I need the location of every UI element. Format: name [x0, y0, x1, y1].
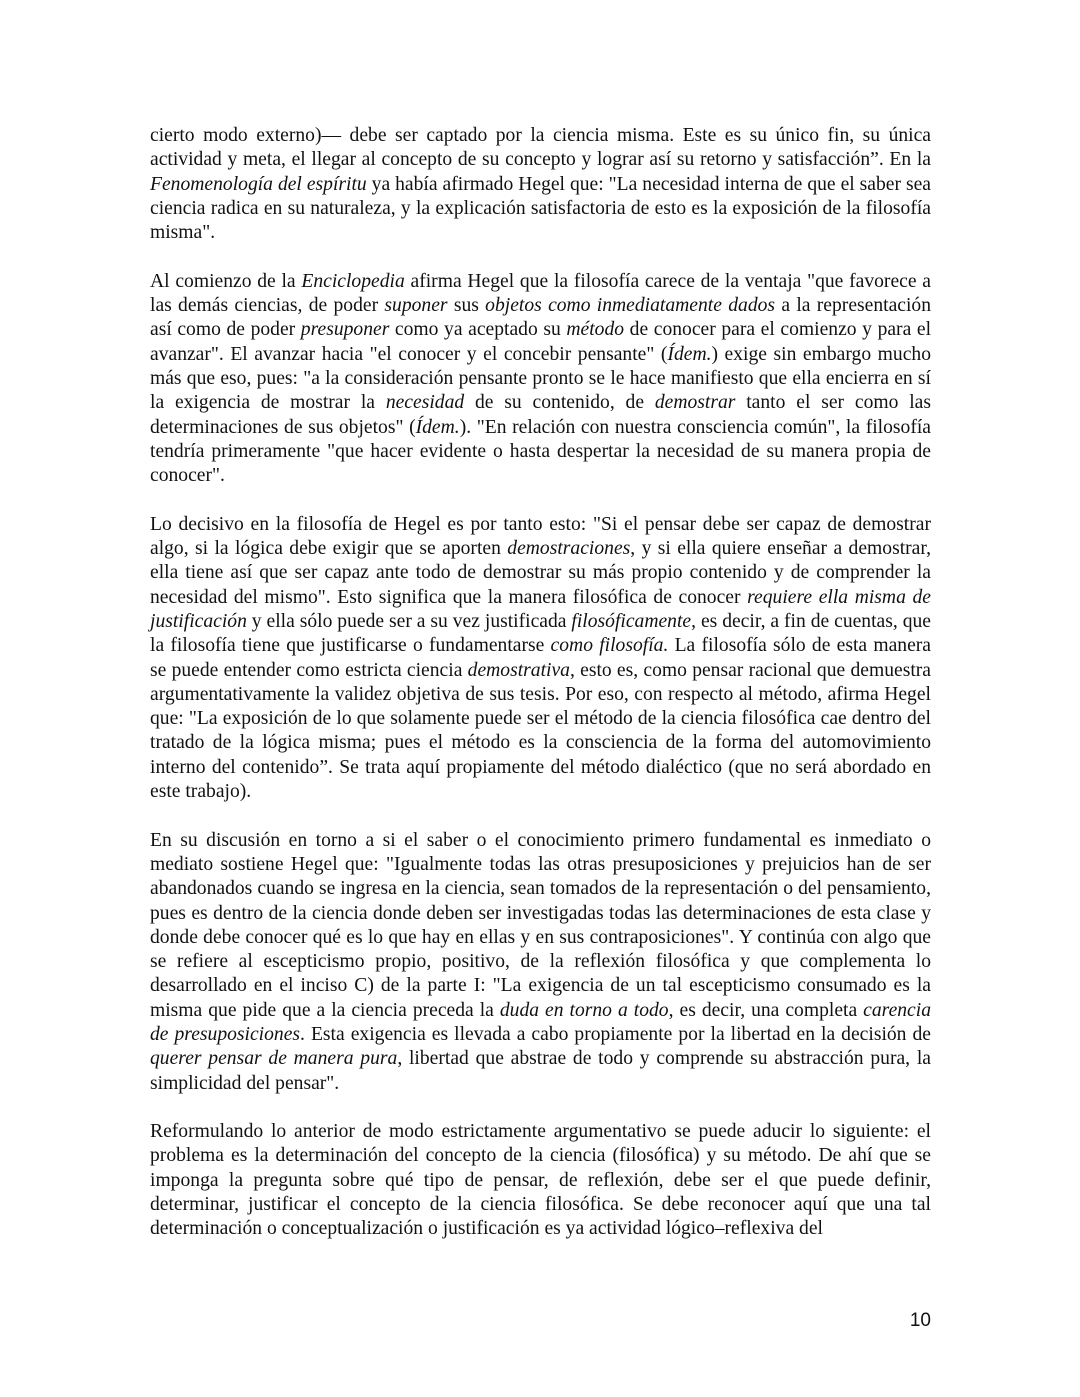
- text-run: ). "En relación con nuestra consciencia común", la filosofía tendría primeramente "que hacer evidente o hasta despertar la necesidad de su manera propia de conocer".: [150, 416, 931, 487]
- text-run: Reformulando lo anterior de modo estrictamente argumentativo se puede aducir lo siguiente: el problema es la determinación del concepto de la ciencia (filosófica) y su método. De ahí que se imponga la pregunta sobre qué tipo de pensar, de reflexión, debe ser el que puede definir, determinar, justificar el concepto de la ciencia filosófica. Se debe reconocer aquí que una tal determinación o conceptualización o justificación es ya actividad lógico–reflexiva del: [150, 1121, 931, 1240]
- text-run: , es decir, una completa: [668, 999, 864, 1021]
- italic-text: Ídem.: [415, 416, 460, 438]
- italic-text: suponer: [384, 295, 448, 317]
- italic-text: Enciclopedia: [301, 270, 405, 292]
- text-run: Lo decisivo en la filosofía de Hegel es por tanto esto: "Si el pensar debe ser capaz de demostrar algo, si la lógica debe exigir que se aporten: [150, 513, 931, 560]
- italic-text: demostrativa: [467, 659, 570, 681]
- text-run: y ella sólo puede ser a su vez justificada: [246, 610, 572, 632]
- paragraph-2: [150, 270, 931, 489]
- text-run: de conocer para el comienzo y para el avanzar". El avanzar hacia "el conocer y el concebir pensante" (: [150, 319, 932, 365]
- italic-text: como filosofía.: [550, 635, 669, 657]
- italic-text: Fenomenología del espíritu: [150, 173, 367, 195]
- text-run: , esto es, como pensar racional que demuestra argumentativamente la validez objetiva de sus tesis. Por eso, con respecto al método, afirma Hegel que: "La exposición de lo que solamente puede ser el método de la ciencia filosófica cae dentro del tratado de la lógica misma; pues el método es la consciencia de la forma del automovimiento interno del contenido”. Se trata aquí propiamente del método dialéctico (que no será abordado en este trabajo).: [150, 659, 931, 803]
- text-run: tanto el ser como las determinaciones de sus objetos" (: [150, 392, 931, 438]
- italic-text: necesidad: [385, 392, 465, 414]
- text-run: ) exige sin embargo mucho más que eso, pues: "a la consideración pensante pronto se le hace manifiesto que ella encierra en sí la exigencia de mostrar la: [150, 343, 931, 414]
- italic-text: presuponer: [300, 319, 390, 341]
- italic-text: demostrar: [654, 392, 736, 414]
- italic-text: filosóficamente: [571, 610, 692, 632]
- italic-text: duda en torno a todo: [499, 999, 669, 1021]
- text-run: . Esta exigencia es llevada a cabo propiamente por la libertad en la decisión de: [300, 1023, 931, 1045]
- text-run: afirma Hegel que la filosofía carece de la ventaja "que favorece a las demás ciencias, de poder: [150, 270, 931, 317]
- text-run: sus: [447, 295, 486, 317]
- text-run: como ya aceptado su: [389, 319, 567, 341]
- text-run: , y si ella quiere enseñar a demostrar, ella tiene así que ser capaz ante todo de demostrar su más propio contenido y de comprender la necesidad del mismo". Esto significa que la manera filosófica de conocer: [150, 538, 931, 608]
- text-run: Al comienzo de la: [150, 270, 302, 292]
- italic-text: demostraciones: [507, 538, 631, 560]
- document-page: [150, 124, 931, 1266]
- text-run: de su contenido, de: [464, 392, 655, 414]
- text-run: , libertad que abstrae de todo y comprende su abstracción pura, la simplicidad del pensar".: [150, 1048, 931, 1094]
- italic-text: objetos como inmediatamente dados: [485, 295, 776, 317]
- text-run: En su discusión en torno a si el saber o el conocimiento primero fundamental es inmediato o mediato sostiene Hegel que: "Igualmente todas las otras presuposiciones y prejuicios han de ser abandonados cuando se ingresa en la ciencia, sean tomados de la representación o del pensamiento, pues es dentro de la ciencia donde deben ser investigadas todas las determinaciones de esta clase y donde debe conocer qué es lo que hay en ellas y en sus contraposiciones". Y continúa con algo que se refiere al escepticismo propio, positivo, de la reflexión filosófica y que complementa lo desarrollado en el inciso C) de la parte I: "La exigencia de un tal escepticismo consumado es la misma que pide que a la ciencia preceda la: [150, 829, 931, 1021]
- italic-text: método: [566, 319, 625, 341]
- paragraph-4: [150, 829, 931, 1096]
- italic-text: requiere ella misma de justificación: [150, 586, 931, 632]
- text-run: La filosofía sólo de esta manera se puede entender como estricta ciencia: [150, 635, 931, 681]
- italic-text: carencia de presuposiciones: [150, 999, 931, 1045]
- text-run: a la representación así como de poder: [150, 295, 932, 341]
- italic-text: querer pensar de manera pura: [150, 1048, 398, 1070]
- paragraph-3: [150, 513, 931, 805]
- italic-text: Ídem.: [667, 343, 712, 365]
- paragraph-1: [150, 124, 931, 245]
- page-number: 10: [909, 1310, 931, 1331]
- text-run: cierto modo externo)— debe ser captado por la ciencia misma. Este es su único fin, su única actividad y meta, el llegar al concepto de su concepto y lograr así su retorno y satisfacción”. En la: [150, 125, 931, 171]
- paragraph-5: [150, 1120, 931, 1241]
- text-run: , es decir, a fin de cuentas, que la filosofía tiene que justificarse o fundamentarse: [150, 610, 931, 657]
- text-run: ya había afirmado Hegel que: "La necesidad interna de que el saber sea ciencia radica en su naturaleza, y la explicación satisfactoria de esto es la exposición de la filosofía misma".: [150, 173, 931, 244]
